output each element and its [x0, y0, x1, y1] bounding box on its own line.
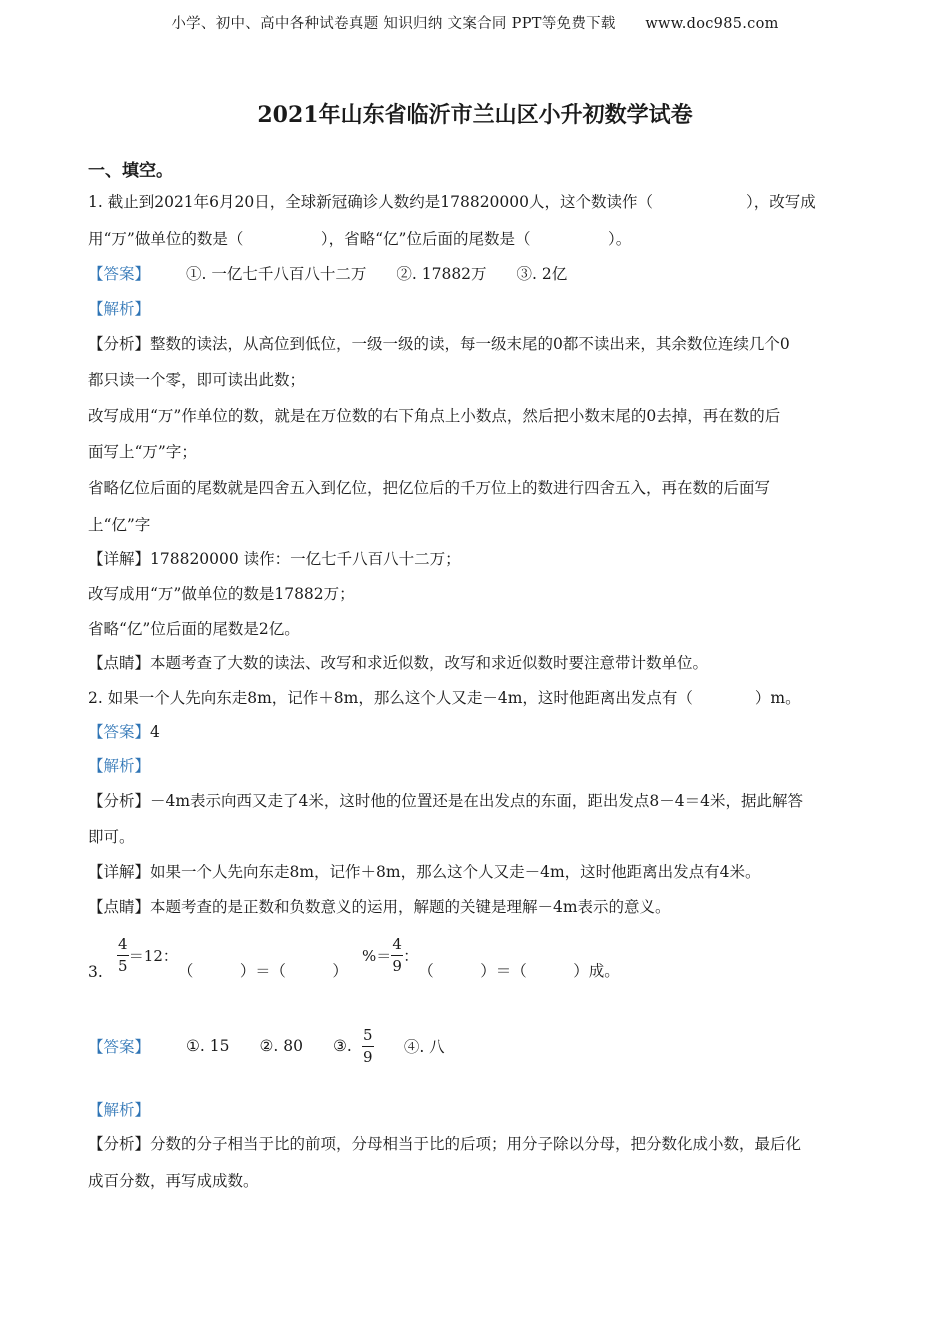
q1-answer	[88, 262, 567, 284]
q3-answer-2: ②. 80	[259, 1037, 303, 1055]
q3-fraction-4-5	[117, 934, 129, 975]
q1-line2: 用“万”做单位的数是（ ），省略“亿”位后面的尾数是（ ）。	[88, 230, 632, 248]
answer-label: 【答案】	[88, 723, 151, 741]
q3-number: 3.	[88, 963, 103, 981]
q1-analysis-label: 【解析】	[88, 300, 151, 318]
q2-line: 2. 如果一个人先向东走8m，记作＋8m，那么这个人又走－4m，这时他距离出发点有（ ）m。	[88, 689, 801, 707]
q2-analysis-2: 即可。	[88, 828, 135, 846]
q1-detail-2: 改写成用“万”做单位的数是17882万；	[88, 585, 355, 603]
q1-analysis-1: 【分析】整数的读法，从高位到低位，一级一级的读，每一级末尾的0都不读出来，其余数位连续几个0	[88, 335, 790, 353]
q3-tail: 成。	[588, 962, 620, 980]
q3-percent: %＝	[361, 946, 392, 965]
q3-blank-2: （ ）	[270, 962, 348, 980]
page-title: 2021年山东省临沂市兰山区小升初数学试卷	[257, 102, 693, 128]
q3-answer-1: ①. 15	[186, 1037, 230, 1055]
q1-answer-1: ①. 一亿七千八百八十二万	[186, 265, 367, 283]
q2-comment: 【点睛】本题考查的是正数和负数意义的运用，解题的关键是理解－4m表示的意义。	[88, 898, 671, 916]
q3-blank-1: （ ）	[177, 962, 256, 980]
q3-analysis-2: 成百分数，再写成成数。	[88, 1172, 259, 1190]
q1-analysis-6: 上“亿”字	[88, 516, 151, 534]
q3-analysis-1: 【分析】分数的分子相当于比的前项，分母相当于比的后项；用分子除以分母，把分数化成小数，最后化	[88, 1135, 802, 1153]
q3-answer-3-fraction	[362, 1025, 374, 1066]
q1-analysis-3: 改写成用“万”作单位的数，就是在万位数的右下角点上小数点，然后把小数末尾的0去掉，再在数的后	[88, 407, 781, 425]
q1-detail-3: 省略“亿”位后面的尾数是2亿。	[88, 620, 300, 638]
q3-blank-3: （ ）	[418, 962, 496, 980]
q1-detail-1: 【详解】178820000 读作：一亿七千八百八十二万；	[88, 550, 461, 568]
page-header: 小学、初中、高中各种试卷真题 知识归纳 文案合同 PPT等免费下载 www.doc985.com	[171, 16, 779, 32]
q3-eq2: ＝	[255, 962, 271, 980]
q1-analysis-4: 面写上“万”字；	[88, 443, 197, 461]
q3-fraction-4-9	[391, 934, 403, 975]
answer-label: 【答案】	[88, 1038, 151, 1056]
q3-eq1: ＝12：	[128, 946, 178, 965]
section-heading: 一、填空。	[88, 161, 173, 181]
fraction-denominator: 5	[118, 956, 128, 975]
answer-label: 【答案】	[88, 265, 151, 283]
q2-analysis-label: 【解析】	[88, 757, 151, 775]
q3-eq3: ＝	[495, 962, 512, 980]
q2-answer	[88, 720, 160, 742]
q3-blank-4: （ ）	[511, 962, 589, 980]
q3-line	[88, 929, 620, 981]
q3-answer-4: ④. 八	[403, 1038, 445, 1056]
fraction-numerator: 4	[118, 934, 128, 953]
q1-analysis-5: 省略亿位后面的尾数就是四舍五入到亿位，把亿位后的千万位上的数进行四舍五入，再在数的后面写	[88, 479, 771, 497]
fraction-numerator: 5	[363, 1025, 373, 1044]
q3-answer-3-prefix: ③.	[332, 1037, 352, 1055]
q1-answer-2: ②. 17882万	[396, 265, 487, 283]
q2-analysis-1: 【分析】－4m表示向西又走了4米，这时他的位置还是在出发点的东面，距出发点8－4＝4米，据此解答	[88, 792, 804, 810]
q1-line1: 1. 截止到2021年6月20日，全球新冠确诊人数约是178820000人，这个数读作（ ），改写成	[88, 193, 816, 211]
q3-answer	[88, 1022, 445, 1070]
fraction-denominator: 9	[392, 956, 402, 975]
fraction-denominator: 9	[363, 1047, 373, 1066]
q1-analysis-2: 都只读一个零，即可读出此数；	[88, 371, 306, 389]
fraction-numerator: 4	[392, 934, 402, 953]
q1-comment: 【点睛】本题考查了大数的读法、改写和求近似数，改写和求近似数时要注意带计数单位。	[88, 654, 709, 672]
q1-answer-3: ③. 2亿	[516, 265, 568, 283]
q3-analysis-label: 【解析】	[88, 1101, 151, 1119]
q3-colon: ：	[403, 946, 419, 965]
q2-answer-value: 4	[150, 723, 160, 741]
q2-detail: 【详解】如果一个人先向东走8m，记作＋8m，那么这个人又走－4m，这时他距离出发点有4米。	[88, 863, 761, 881]
